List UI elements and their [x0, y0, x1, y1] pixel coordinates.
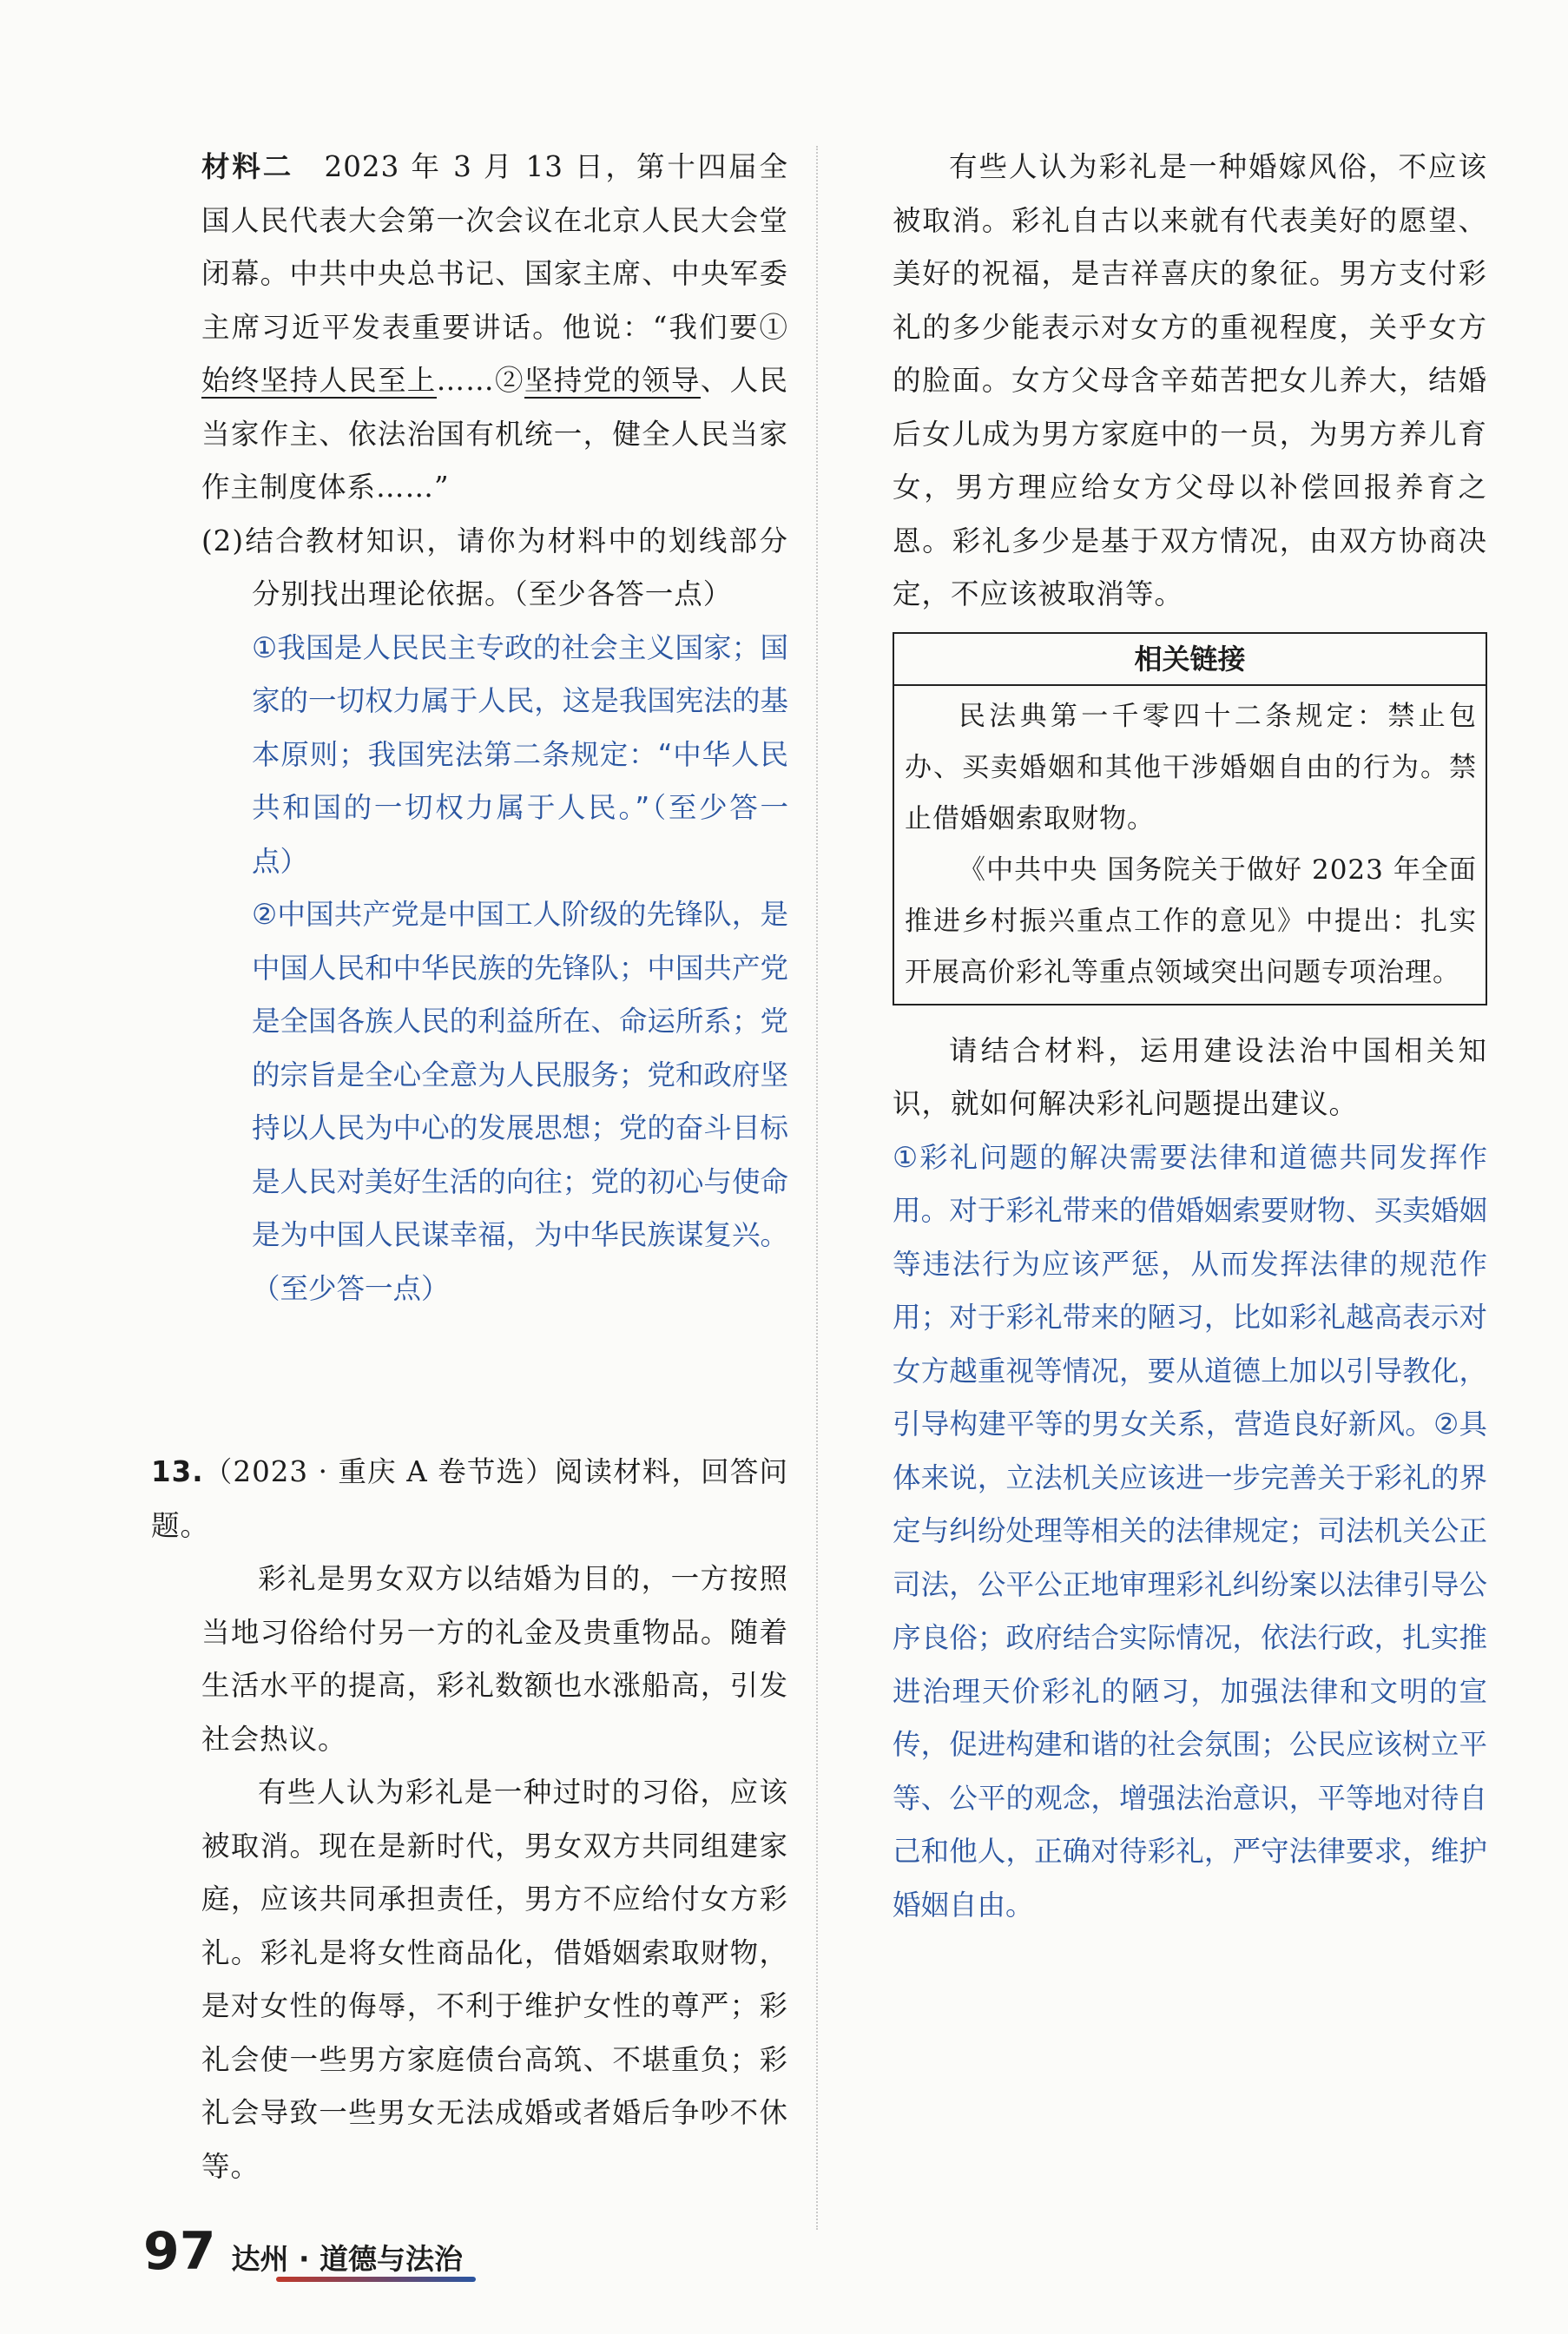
question-13-para-3: 有些人认为彩礼是一种婚嫁风俗，不应该被取消。彩礼自古以来就有代表美好的愿望、美好的祝福，是吉祥喜庆的象征。男方支付彩礼的多少能表示对女方的重视程度，关乎女方的脸面。女方父母含辛茹苦把女儿养大，结婚后女儿成为男方家庭中的一员，为男方养儿育女，男方理应给女方父母以补偿回报养育之恩。彩礼多少是基于双方情况，由双方协商决定，不应该被取消等。 [893, 150, 1487, 610]
underlined-phrase-1: 始终坚持人民至上 [201, 364, 437, 397]
material-2-paragraph [201, 141, 788, 515]
question-13-prompt: 请结合材料，运用建设法治中国相关知识，就如何解决彩礼问题提出建议。 [893, 1033, 1487, 1120]
page-footer [143, 2221, 463, 2282]
mark-2: ② [494, 364, 524, 397]
question-13-intro-text: （2023 · 重庆 A 卷节选）阅读材料，回答问题。 [151, 1455, 788, 1542]
related-link-para-2: 《中共中央 国务院关于做好 2023 年全面推进乡村振兴重点工作的意见》中提出：扎实开展高价彩礼等重点领域突出问题专项治理。 [905, 854, 1477, 988]
underlined-phrase-2: 坚持党的领导 [524, 364, 701, 397]
question-13-number: 13. [151, 1455, 204, 1488]
question-2-answer-1: ①我国是人民民主专政的社会主义国家；国家的一切权力属于人民，这是我国宪法的基本原则；我国宪法第二条规定：“中华人民共和国的一切权力属于人民。”（至少答一点） [252, 630, 788, 878]
question-13-intro [151, 1446, 788, 1553]
related-link-title: 相关链接 [894, 634, 1486, 686]
question-2-answer-2: ②中国共产党是中国工人阶级的先锋队，是中国人民和中华民族的先锋队；中国共产党是全国各族人民的利益所在、命运所系；党的宗旨是全心全意为人民服务；党和政府坚持以人民为中心的发展思想；党的奋斗目标是人民对美好生活的向往；党的初心与使命是为中国人民谋幸福，为中华民族谋复兴。（至少答一点） [252, 898, 788, 1305]
related-link-para-1: 民法典第一千零四十二条规定：禁止包办、买卖婚姻和其他干涉婚姻自由的行为。禁止借婚姻索取财物。 [905, 700, 1477, 834]
footer-decoration-line [276, 2277, 476, 2282]
material-2-text-b: 、人民当家作主、依法治国有机统一，健全人民当家作主制度体系……” [201, 364, 788, 504]
material-2-ellipsis: …… [436, 364, 495, 397]
mark-1: ① [759, 310, 788, 344]
left-column [151, 141, 788, 2193]
material-2-text-a: 2023 年 3 月 13 日，第十四届全国人民代表大会第一次会议在北京人民大会堂闭幕。中共中央总书记、国家主席、中央军委主席习近平发表重要讲话。他说：“我们要 [201, 150, 788, 344]
question-2-prompt: (2)结合教材知识，请你为材料中的划线部分分别找出理论依据。（至少各答一点） [201, 524, 788, 610]
question-13-para-2: 有些人认为彩礼是一种过时的习俗，应该被取消。现在是新时代，男女双方共同组建家庭，应该共同承担责任，男方不应给付女方彩礼。彩礼是将女性商品化，借婚姻索取财物，是对女性的侮辱，不利于维护女性的尊严；彩礼会使一些男方家庭债台高筑、不堪重负；彩礼会导致一些男女无法成婚或者婚后争吵不休等。 [201, 1776, 788, 2183]
page-number: 97 [143, 2221, 216, 2282]
footer-title: 达州 · 道德与法治 [231, 2242, 464, 2276]
question-13-answer: ①彩礼问题的解决需要法律和道德共同发挥作用。对于彩礼带来的借婚姻索要财物、买卖婚姻等违法行为应该严惩，从而发挥法律的规范作用；对于彩礼带来的陋习，比如彩礼越高表示对女方越重视等情况，要从道德上加以引导教化，引导构建平等的男女关系，营造良好新风。②具体来说，立法机关应该进一步完善关于彩礼的界定与纠纷处理等相关的法律规定；司法机关公正司法，公平公正地审理彩礼纠纷案以法律引导公序良俗；政府结合实际情况，依法行政，扎实推进治理天价彩礼的陋习，加强法律和文明的宣传，促进构建和谐的社会氛围；公民应该树立平等、公平的观念，增强法治意识，平等地对待自己和他人，正确对待彩礼，严守法律要求，维护婚姻自由。 [893, 1140, 1487, 1922]
question-13-para-1: 彩礼是男女双方以结婚为目的，一方按照当地习俗给付另一方的礼金及贵重物品。随着生活水平的提高，彩礼数额也水涨船高，引发社会热议。 [201, 1562, 788, 1756]
right-column [893, 141, 1487, 1932]
related-link-box [893, 632, 1487, 1005]
column-divider [816, 146, 818, 2230]
material-2-label: 材料二 [201, 150, 294, 183]
